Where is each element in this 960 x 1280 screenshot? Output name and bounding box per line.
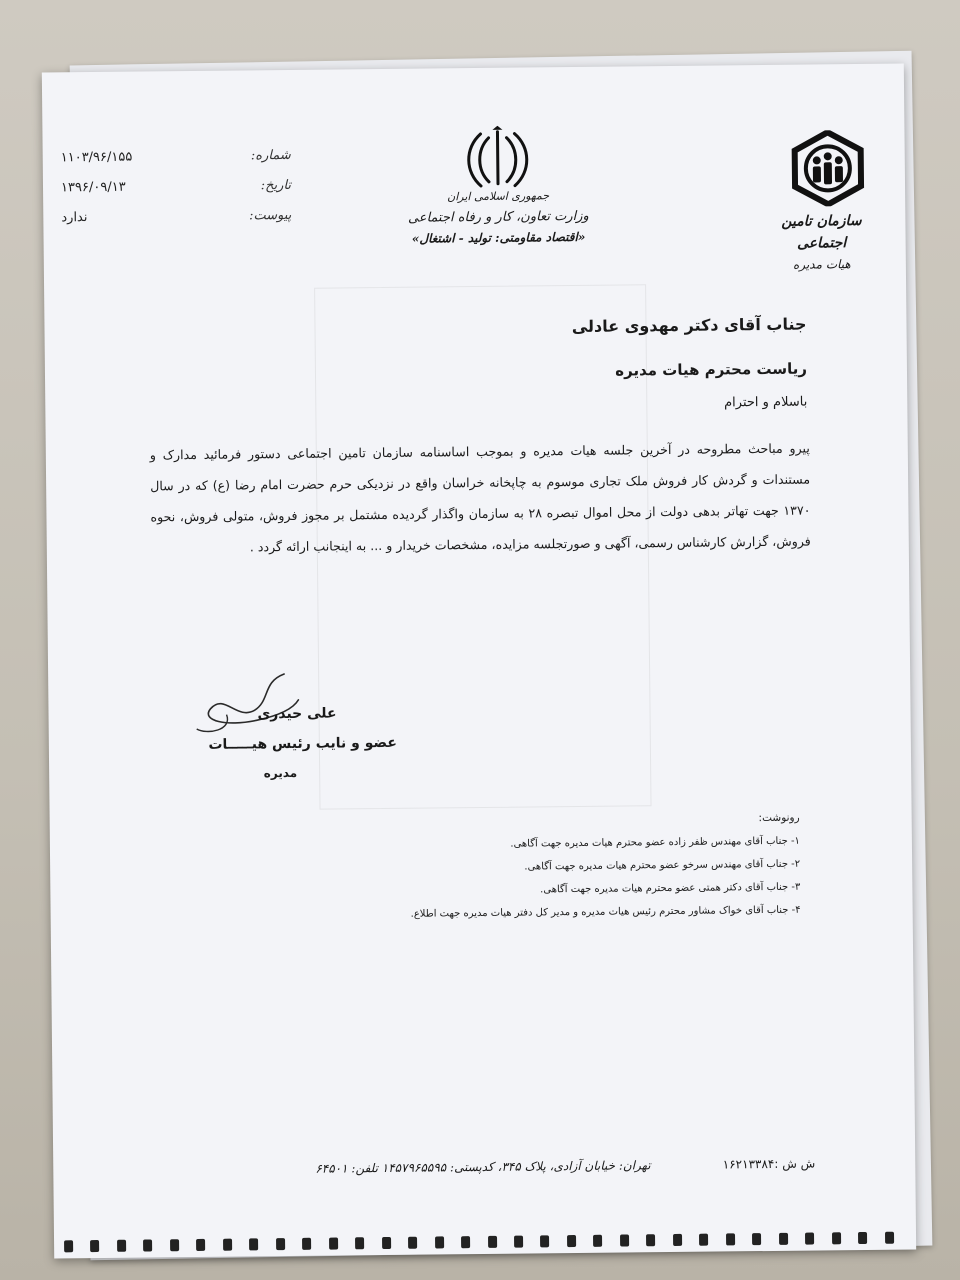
cc-item: ۱- جناب آقای مهندس ظفر زاده عضو محترم هیات مدیره جهت آگاهی. — [510, 835, 800, 850]
social-security-logo-icon — [790, 130, 865, 207]
cc-list — [320, 807, 801, 927]
meta-date: تاریخ: ۱۳۹۶/۰۹/۱۳ — [60, 177, 292, 195]
salutation: باسلام و احترام — [723, 394, 808, 411]
signer-title-line2: مدیره — [263, 765, 298, 781]
cc-title: رونوشت: — [758, 811, 800, 825]
government-header: جمهوری اسلامی ایران وزارت تعاون، کار و رفاه اجتماعی «اقتصاد مقاومتی: تولید - اشتغال» — [407, 189, 589, 246]
organization-name: سازمان تامین اجتماعی هیات مدیره — [781, 212, 862, 272]
footer-address: تهران: خیابان آزادی، پلاک ۳۴۵، کدپستی: ۱۴۵۷۹۶۵۵۹۵ تلفن: ۶۴۵۰۱ — [315, 1158, 651, 1176]
cc-item: ۳- جناب آقای دکتر همتی عضو محترم هیات مدیره جهت آگاهی. — [540, 881, 801, 896]
meta-attachment: پیوست: ندارد — [61, 207, 292, 225]
letter-paper — [42, 64, 916, 1259]
signer-name: علی حیدری — [257, 705, 337, 723]
addressee: جناب آقای دکتر مهدوی عادلی ریاست محترم هیات مدیره — [571, 314, 808, 380]
letter-body: پیرو مباحث مطروحه در آخرین جلسه هیات مدیره و بموجب اساسنامه سازمان تامین اجتماعی دستور فرمائید مدارک و مستندات و گردش کار فروش ملک تجاری موسوم به چاپخانه خراسان واقع در نزدیکی حرم حضرت امام رضا (ع) که در سال ۱۳۷۰ جهت تهاتر بدهی دولت از محل اموال تبصره ۲۸ به سازمان واگذار گردیده مشتمل بر مجوز فروش، متولی فروش، نحوه فروش، گزارش کارشناس رسمی، آگهی و صورتجلسه مزایده، مشخصات خریدار و ... به اینجانب ارائه گردد . — [149, 440, 811, 555]
cc-item: ۲- جناب آقای مهندس سرخو عضو محترم هیات مدیره جهت آگاهی. — [524, 858, 801, 873]
meta-number: شماره: ۱۱۰۳/۹۶/۱۵۵ — [60, 147, 291, 165]
binding-holes — [64, 1232, 894, 1255]
cc-item: ۴- جناب آقای خواک مشاور محترم رئیس هیات مدیره و مدیر کل دفتر هیات مدیره جهت اطلاع. — [410, 904, 801, 920]
letter-meta — [61, 140, 292, 232]
signer-title: عضو و نایب رئیس هیـــــات — [208, 734, 397, 753]
tracking-number: ش ش :۱۶۲۱۳۳۸۴ — [722, 1156, 816, 1172]
iran-emblem-icon — [442, 125, 553, 190]
